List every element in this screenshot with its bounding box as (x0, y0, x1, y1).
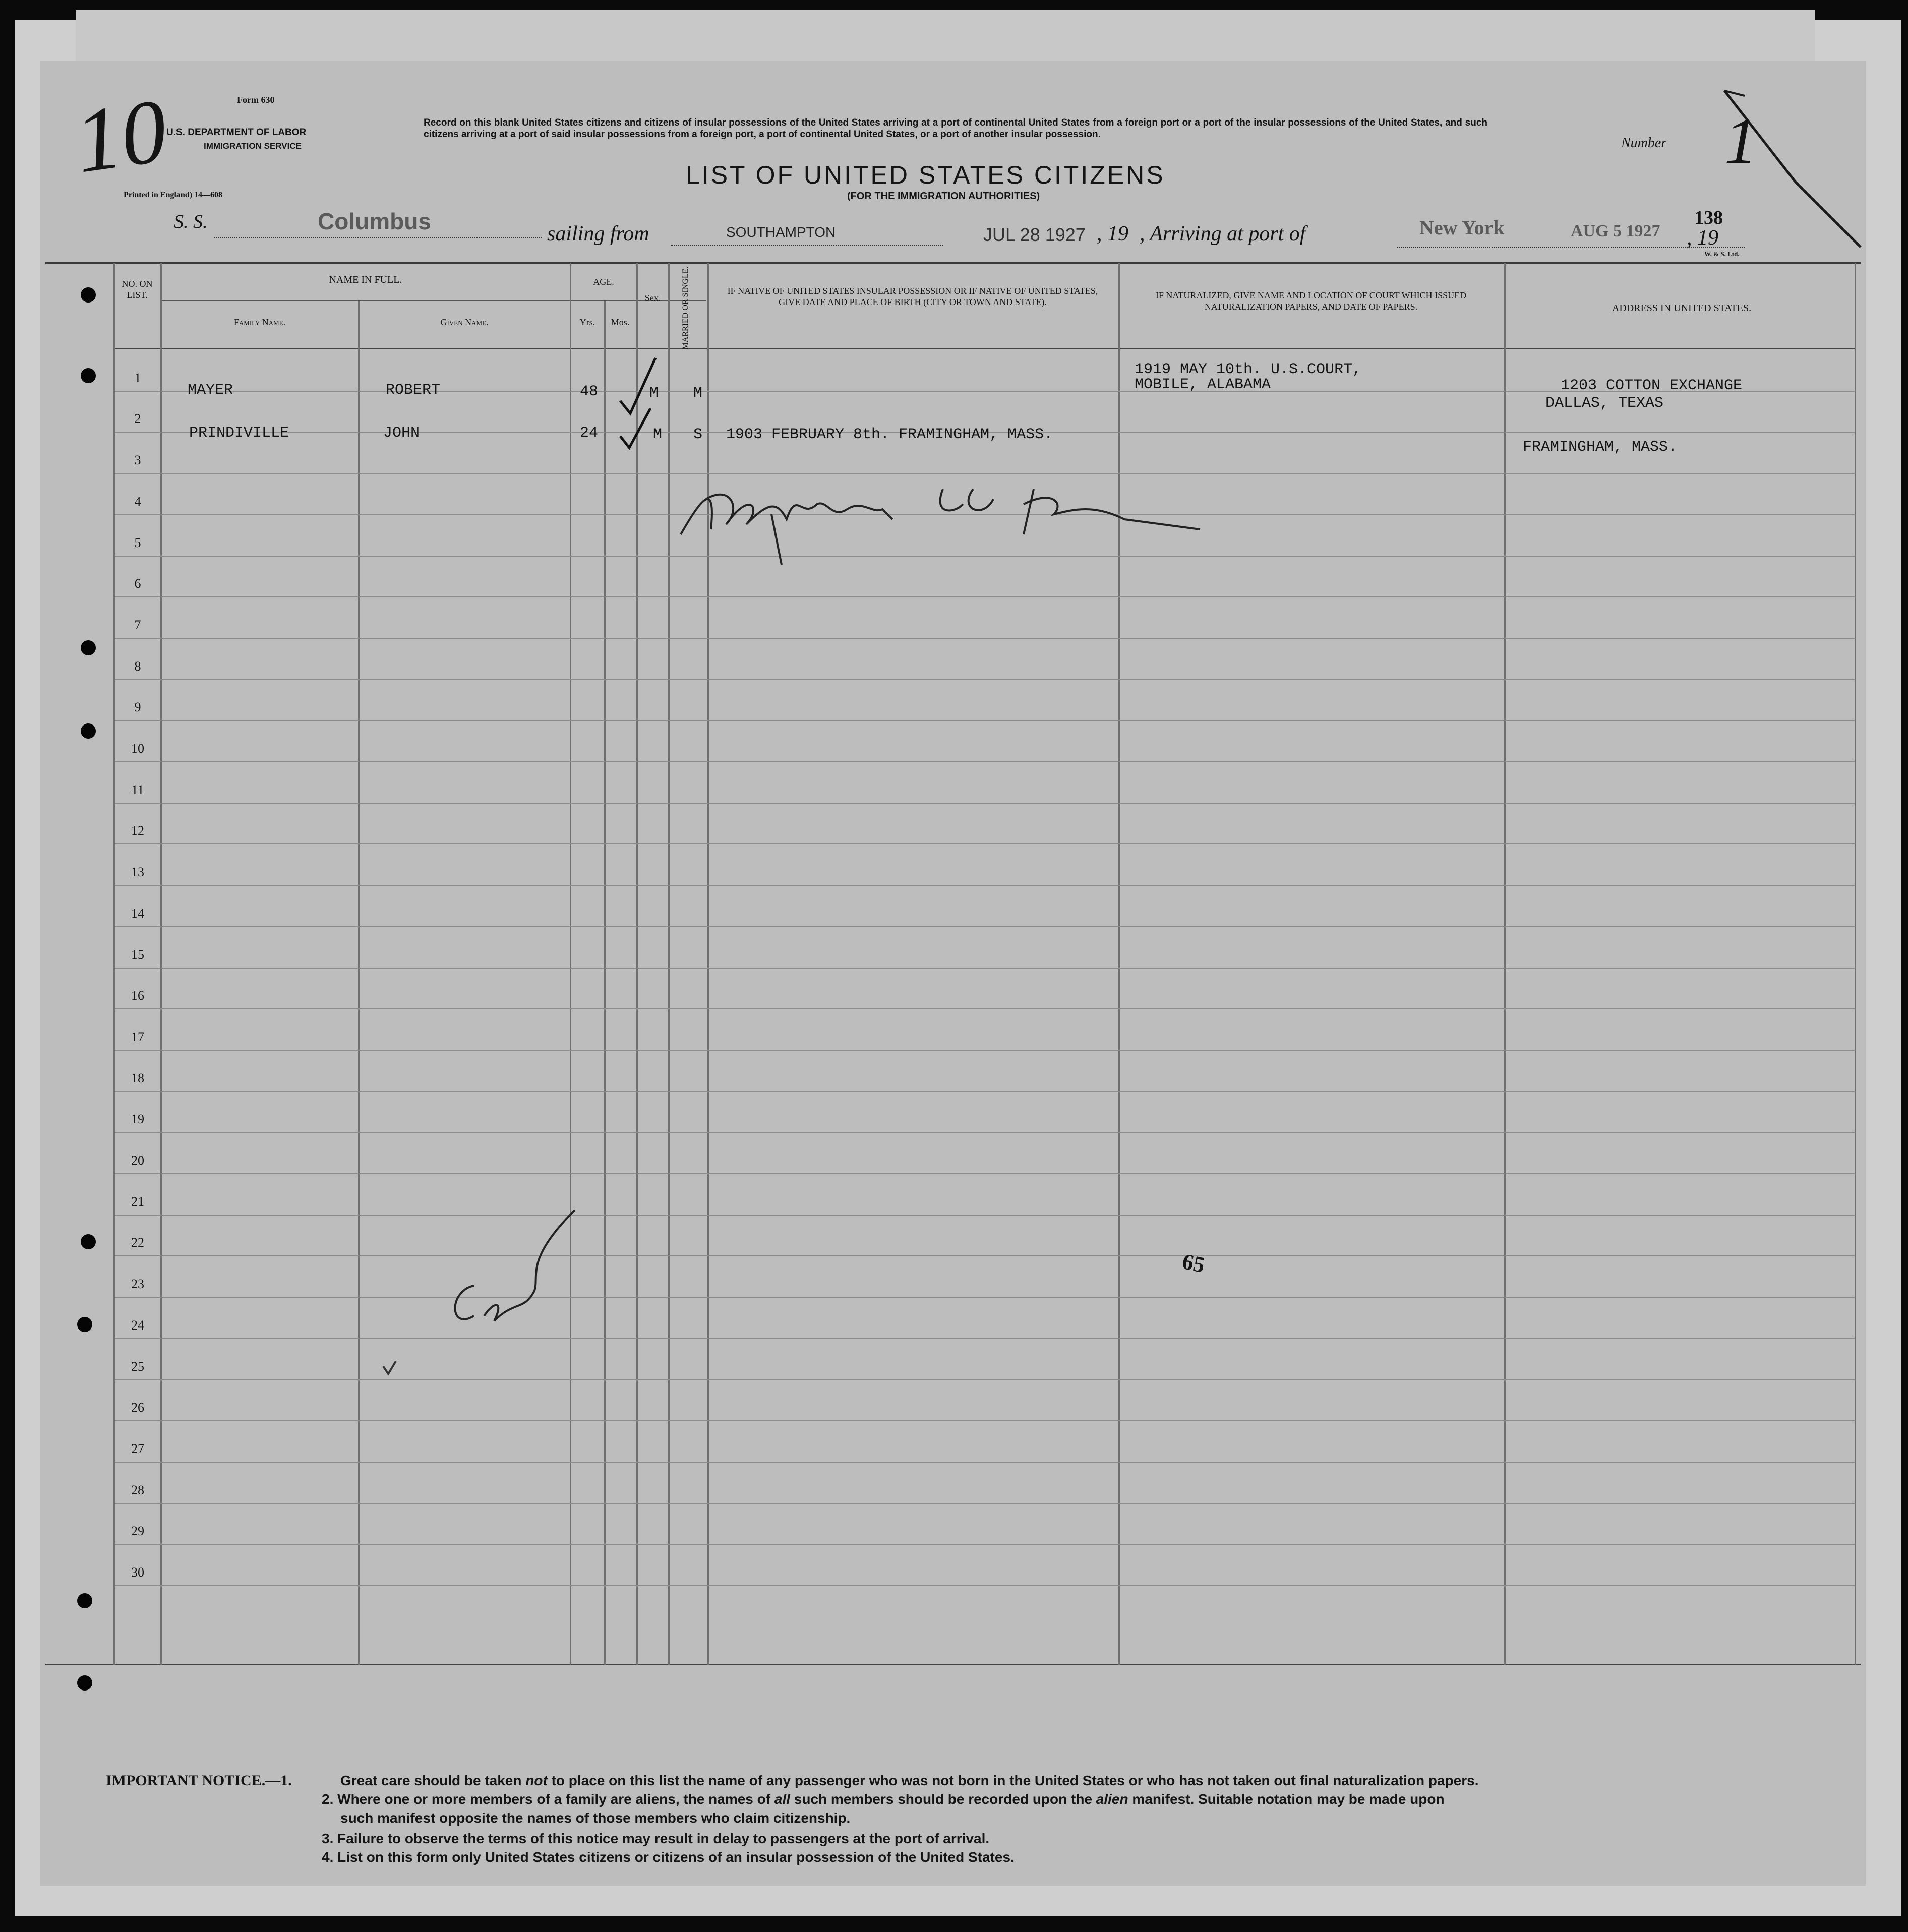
row-number: 6 (134, 576, 141, 591)
notice-item2-c: manifest. Suitable notation may be made upon (1132, 1791, 1445, 1807)
check-marks (610, 348, 671, 454)
handwritten-sheet-number: 10 (69, 80, 173, 192)
notice-heading (106, 1772, 292, 1789)
column-divider (1855, 263, 1856, 1665)
row-rule (115, 1050, 1855, 1051)
entry-1-naturalization-2: MOBILE, ALABAMA (1135, 376, 1271, 393)
col-header-no: NO. ON LIST. (122, 279, 153, 300)
row-rule (115, 720, 1855, 721)
row-rule (115, 1173, 1855, 1174)
row-number: 18 (131, 1071, 144, 1085)
binder-hole (81, 640, 96, 655)
service-label: IMMIGRATION SERVICE (204, 141, 302, 151)
binder-hole (77, 1317, 92, 1332)
binder-hole (81, 368, 96, 383)
row-number: 4 (134, 494, 141, 509)
voyage-underline-port (671, 245, 943, 246)
entry-2-address-1: FRAMINGHAM, MASS. (1523, 439, 1678, 456)
col-header-address: ADDRESS IN UNITED STATES. (1612, 303, 1752, 314)
form-number: Form 630 (237, 95, 275, 105)
row-number: 14 (131, 906, 144, 921)
row-number: 29 (131, 1524, 144, 1538)
row-rule (115, 761, 1855, 762)
number-label: Number (1621, 135, 1667, 151)
row-rule (115, 885, 1855, 886)
entry-1-address-1: 1203 COTTON EXCHANGE (1561, 377, 1743, 394)
notice-item-4: 4. List on this form only United States citizens or citizens of an insular possession of the United States. (322, 1849, 1015, 1865)
entry-1-age: 48 (580, 383, 599, 400)
arrive-page-number: 138 (1694, 207, 1723, 228)
row-number: 19 (131, 1112, 144, 1126)
row-number: 16 (131, 988, 144, 1003)
col-header-sex: Sex. (644, 293, 661, 303)
row-number: 23 (131, 1277, 144, 1291)
notice-heading-text: IMPORTANT NOTICE.— (106, 1772, 281, 1789)
row-number: 24 (131, 1318, 144, 1333)
col-header-given-name: Given Name. (440, 317, 489, 327)
col-header-name-in-full: NAME IN FULL. (329, 274, 402, 285)
row-number: 12 (131, 823, 144, 838)
entry-1-naturalization-1: 1919 MAY 10th. U.S.COURT, (1135, 361, 1362, 378)
entry-1-marital: M (693, 385, 703, 402)
row-number: 8 (134, 659, 141, 674)
binder-hole (77, 1593, 92, 1608)
row-number: 5 (134, 535, 141, 550)
row-number: 28 (131, 1483, 144, 1497)
row-rule (115, 596, 1855, 597)
handwritten-signature (671, 469, 1225, 570)
row-number: 22 (131, 1235, 144, 1250)
col-header-family-name: Family Name. (233, 317, 286, 327)
notice-item2-a: Where one or more members of a family are aliens, the names of (337, 1791, 771, 1807)
voyage-underline-arrive (1397, 247, 1745, 248)
entry-1-sex: M (649, 385, 659, 402)
notice-item-2-cont: such manifest opposite the names of those members who claim citizenship. (340, 1810, 851, 1826)
row-number: 26 (131, 1400, 144, 1415)
entry-2-sex: M (653, 426, 663, 443)
entry-2-birth: 1903 FEBRUARY 8th. FRAMINGHAM, MASS. (726, 426, 1053, 443)
column-divider (358, 301, 360, 1665)
col-header-age: AGE. (593, 277, 614, 287)
row-rule (115, 1008, 1855, 1009)
entry-1-address-2: DALLAS, TEXAS (1545, 395, 1664, 412)
row-rule (115, 1091, 1855, 1092)
row-rule (115, 679, 1855, 680)
row-rule (115, 968, 1855, 969)
ss-label: S. S. (174, 211, 208, 232)
row-number: 11 (131, 782, 144, 797)
handwritten-cert-mark (373, 1200, 585, 1381)
binder-hole (81, 723, 96, 739)
row-number: 3 (134, 453, 141, 467)
folded-corner (1714, 86, 1866, 257)
entry-2-marital: S (693, 426, 703, 443)
entry-2-family: PRINDIVILLE (189, 425, 289, 442)
instructions-text: Record on this blank United States citizens and citizens of insular possessions of the United States arriving at a port of continental United States from a foreign port or a port of the insular possessions of the United States, and such citizens arriving at a port of said insular possessions from a foreign port, a port of continental United States, or a port of another insular possession. (424, 117, 1487, 140)
row-number: 21 (131, 1194, 144, 1209)
row-number: 9 (134, 700, 141, 714)
binder-hole (81, 287, 96, 303)
row-number: 13 (131, 865, 144, 879)
row-number: 27 (131, 1441, 144, 1456)
manifest-sheet (40, 61, 1866, 1886)
row-number: 2 (134, 411, 141, 426)
notice-item2-emphasis-all: all (774, 1791, 791, 1807)
notice-item2-b: such members should be recorded upon the (794, 1791, 1093, 1807)
row-number: 10 (131, 741, 144, 756)
col-header-naturalized: IF NATURALIZED, GIVE NAME AND LOCATION OF COURT WHICH ISSUED NATURALIZATION PAPERS, AND DATE OF PAPERS. (1155, 290, 1467, 312)
entry-1-given: ROBERT (386, 382, 441, 399)
row-number: 17 (131, 1030, 144, 1044)
row-number: 25 (131, 1359, 144, 1374)
table-top-rule (45, 262, 1861, 264)
row-number: 1 (134, 371, 141, 385)
notice-item-3: 3. Failure to observe the terms of this notice may result in delay to passengers at the port of arrival. (322, 1831, 990, 1846)
notice-item-2 (322, 1791, 1445, 1808)
entry-1-family: MAYER (188, 382, 233, 399)
page-subtitle: (FOR THE IMMIGRATION AUTHORITIES) (847, 191, 1040, 202)
row-rule (115, 1132, 1855, 1133)
row-number: 30 (131, 1565, 144, 1580)
port-to: New York (1419, 216, 1505, 239)
row-rule (115, 1585, 1855, 1586)
binder-hole (81, 1234, 96, 1249)
stamp-mark-65: 65 (1180, 1248, 1207, 1278)
notice-item1-num: 1. (280, 1772, 292, 1789)
row-rule (115, 1462, 1855, 1463)
arriving-label: , Arriving at port of (1140, 222, 1306, 246)
sail-date: JUL 28 1927 (983, 224, 1086, 245)
sailing-label: sailing from (547, 222, 649, 246)
row-rule (115, 1544, 1855, 1545)
col-header-yrs: Yrs. (579, 317, 595, 327)
row-rule (115, 1503, 1855, 1504)
row-rule (115, 638, 1855, 639)
row-number: 7 (134, 618, 141, 632)
arrive-date: AUG 5 1927 (1571, 222, 1660, 240)
sail-year-suffix: , 19 (1097, 222, 1128, 246)
department-label: U.S. DEPARTMENT OF LABOR (166, 127, 307, 138)
notice-item-1 (340, 1772, 1478, 1789)
port-from: SOUTHAMPTON (726, 224, 836, 240)
voyage-underline-ship (214, 237, 542, 238)
header-bottom-rule (115, 348, 1855, 349)
row-rule (115, 803, 1855, 804)
printer-mark: W. & S. Ltd. (1704, 250, 1740, 258)
notice-item2-num: 2. (322, 1791, 334, 1807)
notice-item1-b: to place on this list the name of any passenger who was not born in the United States or who has not taken out final naturalization papers. (551, 1773, 1479, 1788)
binder-hole (77, 1675, 92, 1690)
entry-2-given: JOHN (383, 425, 420, 442)
printed-in-label: Printed in England) 14—608 (124, 191, 223, 199)
row-number: 20 (131, 1153, 144, 1168)
row-number: 15 (131, 947, 144, 962)
column-divider (604, 301, 606, 1665)
number-value: 1 (1724, 105, 1757, 177)
notice-item2-emphasis-alien: alien (1096, 1791, 1128, 1807)
arrive-year-suffix: , 19 (1687, 226, 1718, 250)
page-title: LIST OF UNITED STATES CITIZENS (686, 161, 1165, 189)
notice-item1-a: Great care should be taken (340, 1773, 522, 1788)
notice-item1-emphasis: not (525, 1773, 548, 1788)
table-bottom-rule (45, 1664, 1861, 1665)
row-rule (115, 843, 1855, 844)
row-rule (115, 926, 1855, 927)
ship-name: Columbus (318, 208, 431, 234)
col-header-married-single: MARRIED OR SINGLE. (681, 266, 690, 350)
col-header-native: IF NATIVE OF UNITED STATES INSULAR POSSESSION OR IF NATIVE OF UNITED STATES, GIVE DATE AND PLACE OF BIRTH (CITY OR TOWN AND STATE). (727, 286, 1098, 307)
col-header-mos: Mos. (611, 317, 630, 327)
top-paper-edge (76, 10, 1815, 66)
header-mid-rule (161, 300, 706, 301)
row-rule (115, 1420, 1855, 1421)
entry-2-age: 24 (580, 425, 599, 442)
